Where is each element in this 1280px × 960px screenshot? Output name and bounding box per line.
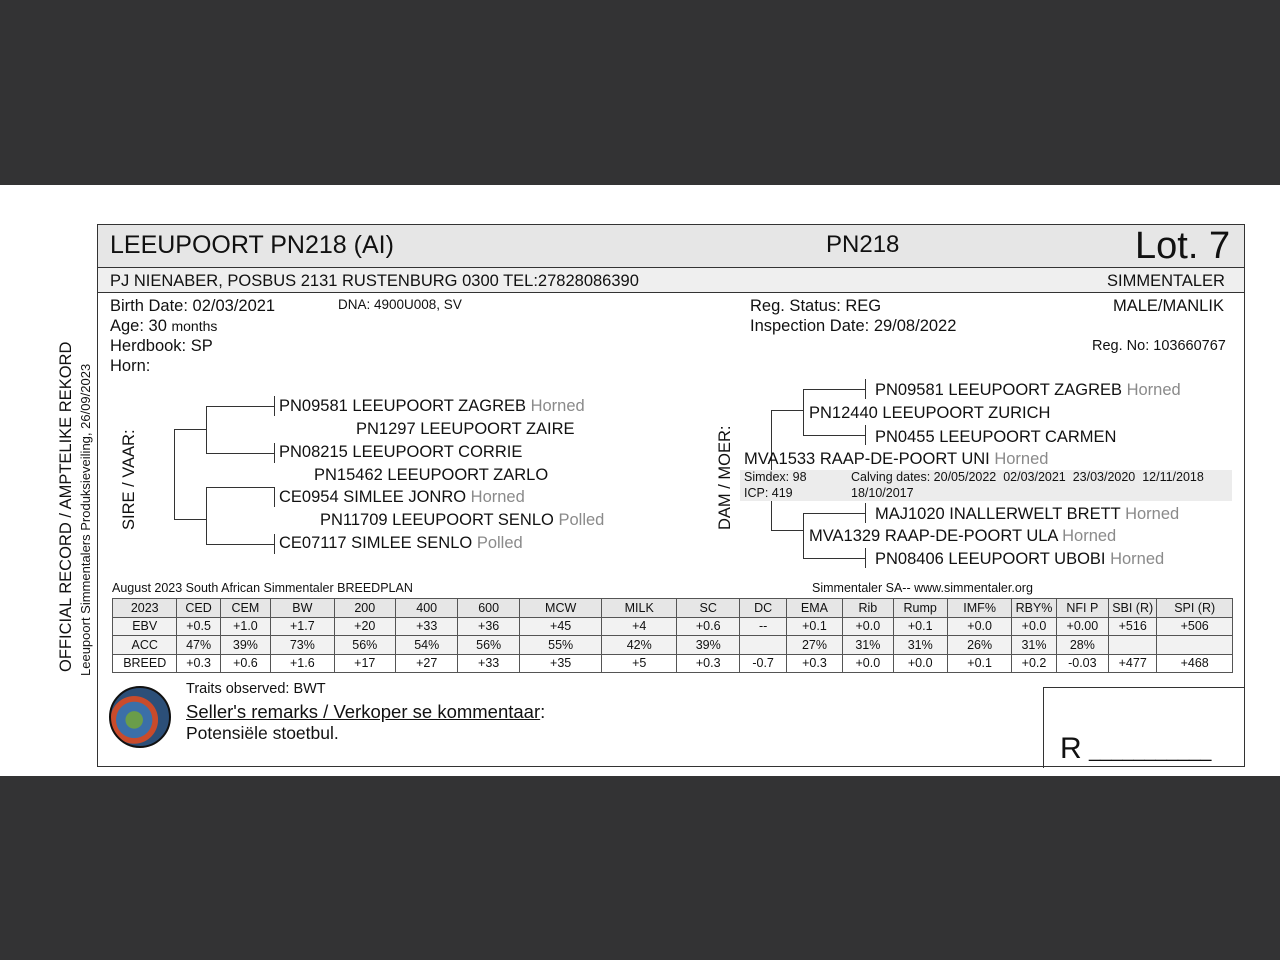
table-cell: +1.6 — [271, 654, 334, 673]
table-cell: +36 — [458, 617, 519, 636]
table-cell: 55% — [519, 636, 602, 655]
table-cell: 42% — [602, 636, 677, 655]
breed-name: SIMMENTALER — [1107, 272, 1225, 290]
table-cell: IMF% — [947, 599, 1011, 618]
sire: PN15462 LEEUPOORT ZARLO — [314, 466, 549, 484]
table-cell: CED — [177, 599, 220, 618]
dna-info: DNA: 4900U008, SV — [338, 297, 462, 312]
sire-sire: PN1297 LEEUPOORT ZAIRE — [356, 420, 575, 438]
table-cell: 31% — [1012, 636, 1056, 655]
table-cell: +33 — [396, 617, 458, 636]
sire-dam-sire: CE0954 SIMLEE JONRO Horned — [279, 488, 525, 506]
table-cell: +0.0 — [1012, 617, 1056, 636]
table-cell: Rib — [843, 599, 893, 618]
table-cell: +477 — [1109, 654, 1157, 673]
dam-dam-sire: MAJ1020 INALLERWELT BRETT Horned — [875, 505, 1180, 523]
table-cell: +0.3 — [676, 654, 739, 673]
table-cell: -0.03 — [1056, 654, 1108, 673]
table-cell: +468 — [1157, 654, 1233, 673]
table-cell: SBI (R) — [1109, 599, 1157, 618]
table-cell: 56% — [334, 636, 395, 655]
table-cell: DC — [740, 599, 786, 618]
dam-dam-dam: PN08406 LEEUPOORT UBOBI Horned — [875, 550, 1165, 568]
table-cell: 200 — [334, 599, 395, 618]
table-cell: ACC — [113, 636, 177, 655]
table-cell: MCW — [519, 599, 602, 618]
table-cell: NFI P — [1056, 599, 1108, 618]
simdex: Simdex: 98 — [744, 470, 807, 484]
sire-sire-dam: PN08215 LEEUPOORT CORRIE — [279, 443, 523, 461]
table-cell: 73% — [271, 636, 334, 655]
remarks-heading: Seller's remarks / Verkoper se kommentaar: — [186, 701, 546, 722]
table-cell: 39% — [676, 636, 739, 655]
table-cell: +33 — [458, 654, 519, 673]
table-cell: +506 — [1157, 617, 1233, 636]
auction-label: Leeupoort Simmentalers Produksieveiling, 26/09/2023 — [78, 363, 93, 676]
table-cell: +0.2 — [1012, 654, 1056, 673]
table-cell: 2023 — [113, 599, 177, 618]
animal-name: LEEUPOORT PN218 (AI) — [110, 231, 394, 259]
dam-dam: MVA1329 RAAP-DE-POORT ULA Horned — [809, 527, 1117, 545]
simmentaler-logo — [109, 686, 171, 748]
table-cell: CEM — [220, 599, 270, 618]
table-header-row — [113, 599, 1233, 618]
table-cell: 600 — [458, 599, 519, 618]
table-cell: +0.0 — [893, 654, 947, 673]
herdbook: Herdbook: SP — [110, 337, 213, 355]
traits-observed: Traits observed: BWT — [186, 681, 326, 697]
table-cell: -0.7 — [740, 654, 786, 673]
table-cell: 54% — [396, 636, 458, 655]
horn-status: Horn: — [110, 357, 151, 375]
table-cell: 39% — [220, 636, 270, 655]
table-cell: EMA — [786, 599, 842, 618]
table-cell: +0.1 — [893, 617, 947, 636]
sire-sire-sire: PN09581 LEEUPOORT ZAGREB Horned — [279, 397, 585, 415]
reg-number: Reg. No: 103660767 — [1092, 338, 1226, 354]
table-cell: 47% — [177, 636, 220, 655]
icp: ICP: 419 — [744, 486, 793, 500]
table-cell: BW — [271, 599, 334, 618]
table-cell: 400 — [396, 599, 458, 618]
table-cell: 56% — [458, 636, 519, 655]
table-cell: +516 — [1109, 617, 1157, 636]
table-cell: 28% — [1056, 636, 1108, 655]
sire-dam-dam: CE07117 SIMLEE SENLO Polled — [279, 534, 523, 552]
table-cell: +0.6 — [220, 654, 270, 673]
table-cell — [740, 636, 786, 655]
table-row — [113, 654, 1233, 673]
owner-address: PJ NIENABER, POSBUS 2131 RUSTENBURG 0300 TEL:27828086390 — [110, 272, 639, 290]
signature-label: R — [1060, 732, 1082, 765]
table-cell: -- — [740, 617, 786, 636]
remarks-text: Potensiële stoetbul. — [186, 723, 339, 743]
dam-sire: PN12440 LEEUPOORT ZURICH — [809, 404, 1051, 422]
table-cell: RBY% — [1012, 599, 1056, 618]
table-cell: +17 — [334, 654, 395, 673]
table-cell: +0.1 — [786, 617, 842, 636]
table-cell: +5 — [602, 654, 677, 673]
table-cell: +0.3 — [786, 654, 842, 673]
dam-sire-dam: PN0455 LEEUPOORT CARMEN — [875, 428, 1117, 446]
sire-dam: PN11709 LEEUPOORT SENLO Polled — [320, 511, 605, 529]
table-cell: +35 — [519, 654, 602, 673]
table-cell: EBV — [113, 617, 177, 636]
table-cell: +27 — [396, 654, 458, 673]
table-cell: MILK — [602, 599, 677, 618]
table-cell: +1.0 — [220, 617, 270, 636]
table-cell: +0.0 — [843, 654, 893, 673]
dam-sire-sire: PN09581 LEEUPOORT ZAGREB Horned — [875, 381, 1181, 399]
table-cell: SC — [676, 599, 739, 618]
sex: MALE/MANLIK — [1113, 297, 1224, 315]
table-cell: 27% — [786, 636, 842, 655]
table-cell — [1157, 636, 1233, 655]
table-cell — [1109, 636, 1157, 655]
table-cell: Rump — [893, 599, 947, 618]
dam: MVA1533 RAAP-DE-POORT UNI Horned — [744, 450, 1049, 468]
sire-label: SIRE / VAAR: — [120, 429, 138, 530]
breedplan-table — [112, 598, 1233, 673]
table-cell: 31% — [843, 636, 893, 655]
table-cell: +0.3 — [177, 654, 220, 673]
table-row — [113, 617, 1233, 636]
animal-code: PN218 — [826, 231, 900, 258]
table-cell: BREED — [113, 654, 177, 673]
calving-dates-cont: 18/10/2017 — [851, 486, 914, 500]
table-cell: +4 — [602, 617, 677, 636]
age: Age: 30 months — [110, 317, 218, 335]
birth-date: Birth Date: 02/03/2021 — [110, 297, 276, 315]
table-cell: +0.0 — [843, 617, 893, 636]
reg-status: Reg. Status: REG — [750, 297, 882, 315]
table-cell: +45 — [519, 617, 602, 636]
table-cell: +0.0 — [947, 617, 1011, 636]
table-row — [113, 636, 1233, 655]
dam-label: DAM / MOER: — [716, 425, 734, 530]
lot-number: Lot. 7 — [1135, 225, 1231, 267]
table-cell: +20 — [334, 617, 395, 636]
table-cell: +0.6 — [676, 617, 739, 636]
table-cell: +1.7 — [271, 617, 334, 636]
table-cell: 26% — [947, 636, 1011, 655]
breedplan-title: August 2023 South African Simmentaler BREEDPLAN — [112, 581, 413, 595]
signature-line: ___________ — [1089, 740, 1212, 762]
table-cell: +0.00 — [1056, 617, 1108, 636]
table-cell: 31% — [893, 636, 947, 655]
official-record-label: OFFICIAL RECORD / AMPTELIKE REKORD — [57, 341, 75, 672]
inspection-date: Inspection Date: 29/08/2022 — [750, 317, 957, 335]
table-cell: SPI (R) — [1157, 599, 1233, 618]
calving-dates: Calving dates: 20/05/2022 02/03/2021 23/03/2020 12/11/2018 — [851, 470, 1204, 484]
breedplan-website: Simmentaler SA-- www.simmentaler.org — [812, 581, 1033, 595]
table-cell: +0.1 — [947, 654, 1011, 673]
table-cell: +0.5 — [177, 617, 220, 636]
